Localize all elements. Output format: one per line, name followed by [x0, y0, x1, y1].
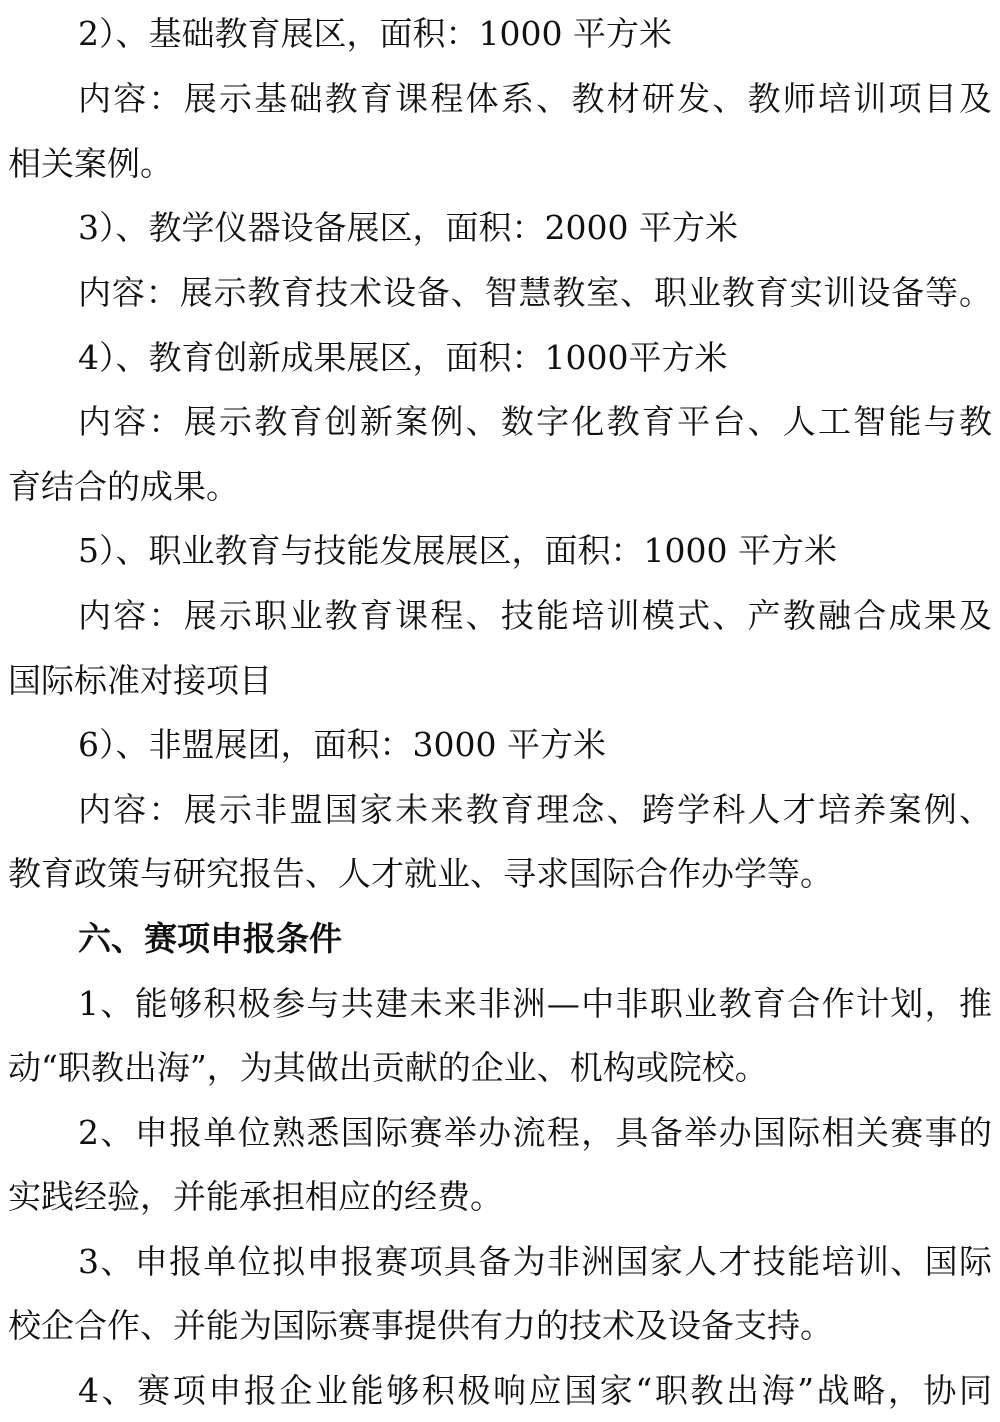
- condition-3: 3、申报单位拟申报赛项具备为非洲国家人才技能培训、国际: [78, 1242, 992, 1281]
- exhibit-zone-4-title: 4）、教育创新成果展区，面积：1000平方米: [78, 338, 728, 377]
- exhibit-zone-2-content: 内容：展示基础教育课程体系、教材研发、教师培训项目及: [78, 79, 992, 118]
- exhibit-zone-6-content: 内容：展示非盟国家未来教育理念、跨学科人才培养案例、: [78, 790, 992, 829]
- condition-2-cont: 实践经验，并能承担相应的经费。: [8, 1177, 503, 1216]
- exhibit-zone-2-title: 2）、基础教育展区，面积：1000 平方米: [78, 14, 672, 53]
- condition-2: 2、申报单位熟悉国际赛举办流程，具备举办国际相关赛事的: [78, 1113, 992, 1152]
- exhibit-zone-3-content: 内容：展示教育技术设备、智慧教室、职业教育实训设备等。: [78, 273, 992, 312]
- exhibit-zone-4-content: 内容：展示教育创新案例、数字化教育平台、人工智能与教: [78, 402, 992, 441]
- condition-3-cont: 校企合作、并能为国际赛事提供有力的技术及设备支持。: [8, 1306, 833, 1345]
- exhibit-zone-5-content: 内容：展示职业教育课程、技能培训模式、产教融合成果及: [78, 596, 992, 635]
- condition-4: 4、赛项申报企业能够积极响应国家“职教出海”战略，协同: [78, 1371, 992, 1410]
- exhibit-zone-6-title: 6）、非盟展团，面积：3000 平方米: [78, 725, 606, 764]
- exhibit-zone-4-content-cont: 育结合的成果。: [8, 467, 239, 506]
- section-heading: 六、赛项申报条件: [78, 919, 342, 958]
- condition-1: 1、能够积极参与共建未来非洲—中非职业教育合作计划，推: [78, 984, 992, 1023]
- exhibit-zone-2-content-cont: 相关案例。: [8, 144, 173, 183]
- exhibit-zone-6-content-cont: 教育政策与研究报告、人才就业、寻求国际合作办学等。: [8, 854, 833, 893]
- exhibit-zone-5-title: 5）、职业教育与技能发展展区，面积：1000 平方米: [78, 531, 837, 570]
- exhibit-zone-3-title: 3）、教学仪器设备展区，面积：2000 平方米: [78, 208, 738, 247]
- exhibit-zone-5-content-cont: 国际标准对接项目: [8, 661, 272, 700]
- condition-1-cont: 动“职教出海”，为其做出贡献的企业、机构或院校。: [8, 1048, 768, 1087]
